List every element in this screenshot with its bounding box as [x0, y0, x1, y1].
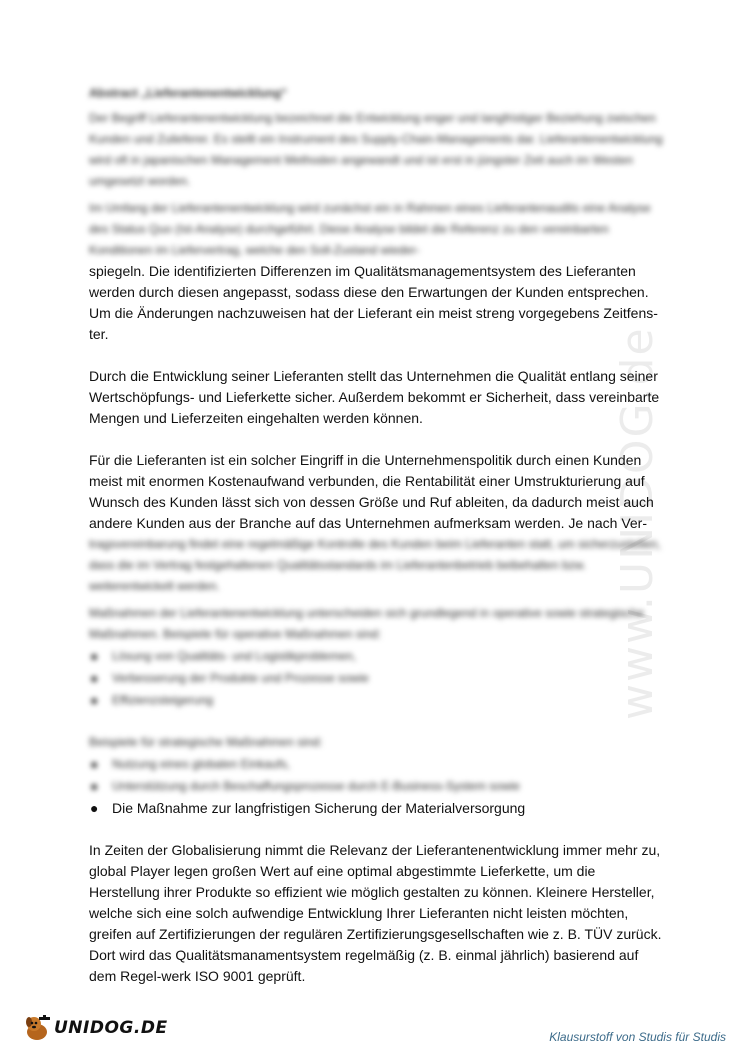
blurred-strategic-intro: Beispiele für strategische Maßnahmen sind: — [89, 735, 323, 749]
spacer — [89, 345, 663, 366]
document-body — [89, 86, 663, 987]
footer-tagline: Klausurstoff von Studis für Studis — [549, 1030, 726, 1044]
blurred-paragraph-3: tragsvereinbarung findet eine regelmäßige Kontrolle des Kunden beim Lieferanten statt, um sicherzustellen, dass die im Vertrag festgehaltenen Qualitätsstandards im Lieferantenbetrieb beibehalten bzw. weiterentwickelt werden. — [89, 537, 661, 593]
list-item: ● Lösung von Qualitäts- und Logistikproblemen, — [89, 645, 663, 667]
watermark-text: www.UNIDOG.de — [612, 326, 663, 720]
blurred-paragraph-1: Der Begriff Lieferantenentwicklung bezeichnet die Entwicklung enger und langfristiger Beziehung zwischen Kunden und Zulieferer. Es stellt ein Instrument des Supply-Chain-Managements dar. Lieferantenentwicklung wird oft in japanischen Management Methoden angewandt und ist erst in jüngster Zeit auch im Westen umgesetzt worden. — [89, 111, 663, 188]
operative-measures-list — [89, 645, 663, 711]
blurred-paragraph-2: Im Umfang der Lieferantenentwicklung wird zunächst ein in Rahmen eines Lieferantenaudits eine Analyse des Status Quo (Ist-Analyse) durchgeführt. Diese Analyse bildet die Referenz zu den vereinbarten Konditionen im Liefervertrag, welche den Soll-Zustand wieder- — [89, 201, 651, 257]
dog-mascot-icon — [22, 1013, 52, 1043]
list-item: ● Verbesserung der Produkte und Prozesse sowie — [89, 667, 663, 689]
paragraph-3: Für die Lieferanten ist ein solcher Eingriff in die Unternehmenspolitik durch einen Kunden meist mit enormen Kostenaufwand verbunden, die Rentabilität einer Umstrukturierung auf Wunsch des Kunden lässt sich von dessen Größe und Ruf ableiten, da dadurch meist auch andere Kunden aus der Branche auf das Unternehmen aufmerksam werden. Je nach Ver- — [89, 452, 654, 531]
paragraph-1: spiegeln. Die identifizierten Differenzen im Qualitätsmanagementsystem des Lieferanten werden durch diesen angepasst, sodass diese den Erwartungen der Kunden entsprechen. Um die Änderungen nachzuweisen hat der Lieferant ein meist streng vorgegebens Zeitfens-ter. — [89, 263, 658, 342]
paragraph-2: Durch die Entwicklung seiner Lieferanten stellt das Unternehmen die Qualität entlang seiner Wertschöpfungs- und Lieferkette sicher. Außerdem bekommt er Sicherheit, dass vereinbarte Mengen und Lieferzeiten eingehalten werden können. — [89, 368, 660, 426]
list-item: ● Unterstützung durch Beschaffungsprozesse durch E-Business-System sowie — [89, 775, 663, 797]
list-item: ● Effizienzsteigerung — [89, 689, 663, 711]
list-item: ● Nutzung eines globalen Einkaufs, — [89, 753, 663, 775]
bullet-icon: ● — [90, 692, 99, 708]
bullet-icon: ● — [90, 670, 99, 686]
strategic-measures-list — [89, 753, 663, 819]
bullet-icon: ● — [90, 756, 99, 772]
list-item: ● Die Maßnahme zur langfristigen Sicherung der Materialversorgung — [89, 797, 663, 819]
spacer — [89, 819, 663, 840]
logo-text: UNIDOG.DE — [54, 1018, 168, 1038]
bullet-icon: ● — [90, 648, 99, 664]
document-title: Abstract „Lieferantenentwicklung“ — [89, 86, 288, 100]
spacer — [89, 429, 663, 450]
unidog-logo — [22, 1013, 168, 1043]
paragraph-4: In Zeiten der Globalisierung nimmt die Relevanz der Lieferantenentwicklung immer mehr zu, global Player legen großen Wert auf eine optimal abgestimmte Lieferkette, um die Herstellung ihrer Produkte so effizient wie möglich gestalten zu können. Kleinere Hersteller, welche sich eine solch aufwendige Entwicklung Ihrer Lieferanten nicht leisten möchten, greifen auf Zertifizierungen der regulären Zertifizierungsgesellschaften wie z. B. TÜV zurück. Dort wird das Qualitätsmanamentsystem regelmäßig (z. B. einmal jährlich) basierend auf dem Regel-werk ISO 9001 geprüft. — [89, 842, 662, 984]
blurred-paragraph-4: Maßnahmen der Lieferantenentwicklung unterscheiden sich grundlegend in operative sowie strategische Maßnahmen. Beispiele für operative Maßnahmen sind: — [89, 606, 644, 641]
spacer — [89, 711, 663, 732]
bullet-icon: ● — [90, 778, 99, 794]
bullet-icon: ● — [90, 800, 99, 816]
